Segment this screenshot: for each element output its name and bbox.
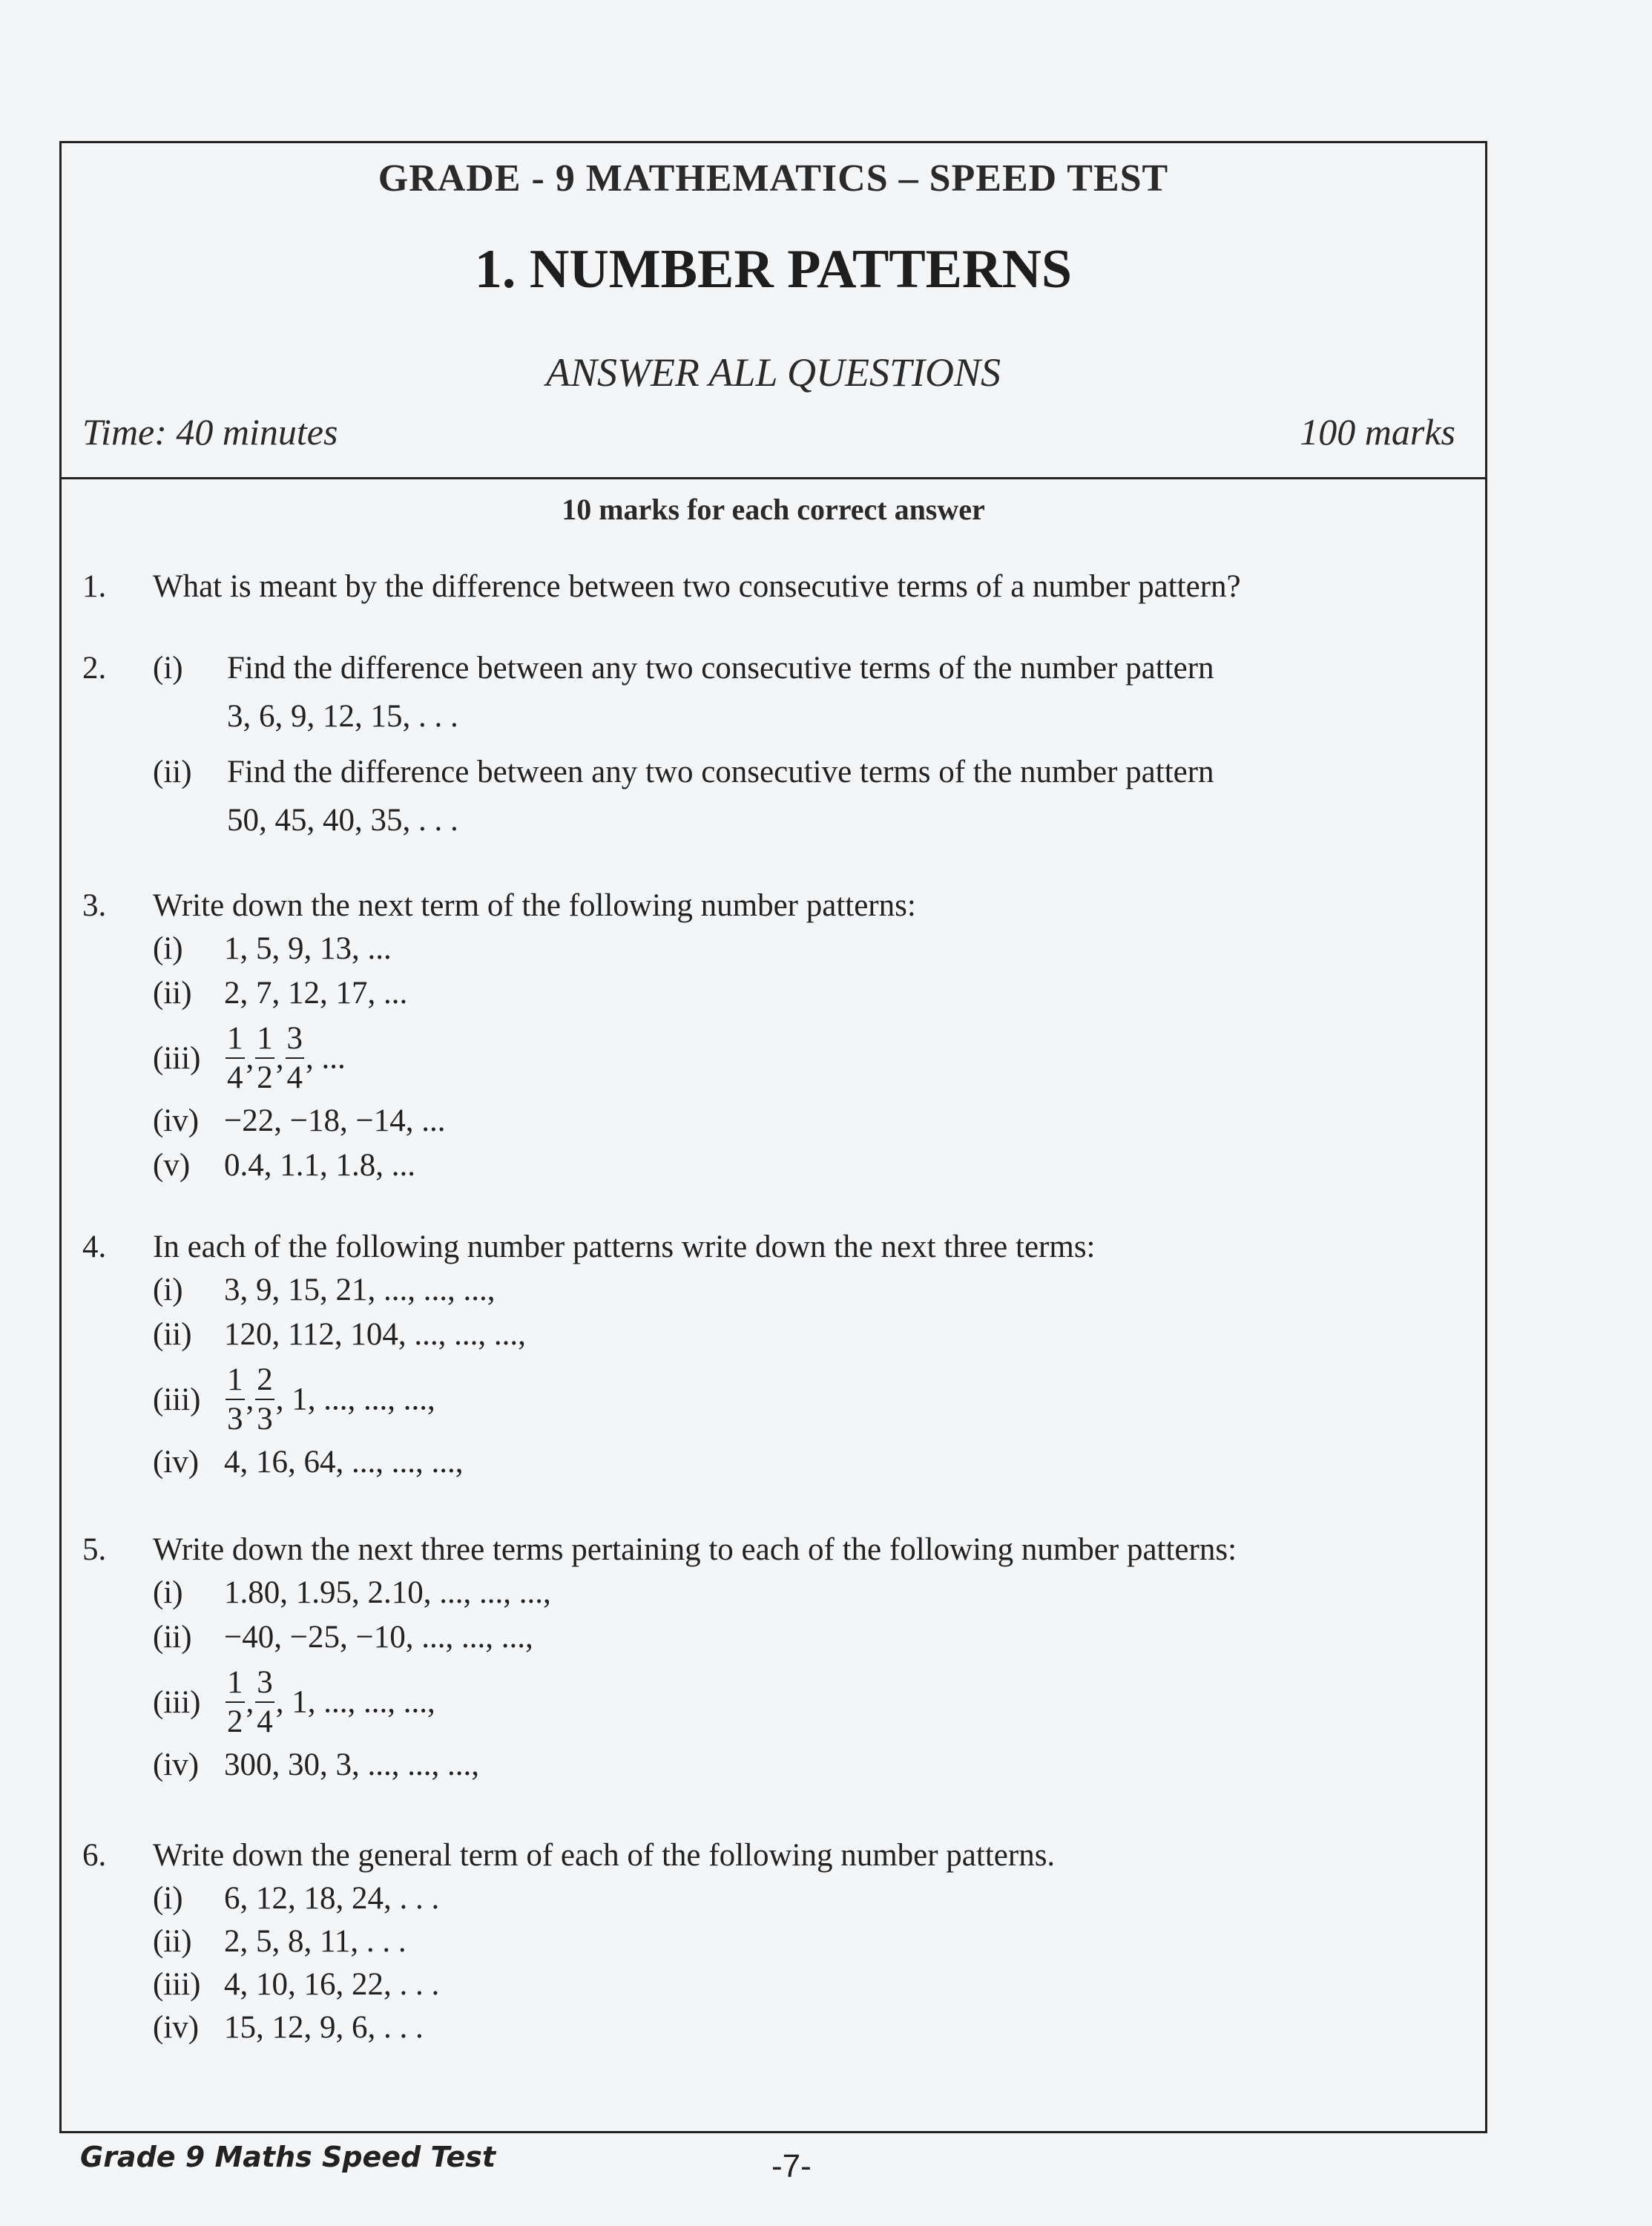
page-number: -7- — [771, 2148, 812, 2184]
question-number: 4. — [82, 1229, 107, 1264]
fraction — [255, 1667, 274, 1738]
question-paper — [59, 141, 1487, 2133]
sequence: −40, −25, −10, ..., ..., ..., — [224, 1620, 533, 1655]
sequence: 2, 7, 12, 17, ... — [224, 976, 408, 1011]
sequence-tail: ... — [321, 1040, 346, 1076]
part-label: (ii) — [153, 976, 192, 1011]
q2-i-sequence: 3, 6, 9, 12, 15, . . . — [227, 699, 458, 734]
sequence-tail: 1, ..., ..., ..., — [292, 1684, 435, 1720]
numerator: 1 — [257, 1021, 273, 1056]
q3-part-v — [153, 1145, 415, 1186]
sequence: 3, 9, 15, 21, ..., ..., ..., — [224, 1273, 496, 1307]
footer-title: Grade 9 Maths Speed Test — [80, 2141, 496, 2173]
denominator: 3 — [226, 1399, 245, 1435]
numerator: 1 — [227, 1362, 243, 1397]
fraction — [286, 1022, 305, 1094]
question-text: In each of the following number patterns write down the next three terms: — [153, 1229, 1096, 1264]
q2-part-ii — [153, 752, 1214, 793]
question-text: Write down the general term of each of the following number patterns. — [153, 1838, 1056, 1873]
sequence: 15, 12, 9, 6, . . . — [224, 2010, 424, 2045]
part-label: (ii) — [153, 755, 192, 789]
fraction — [255, 1022, 274, 1094]
sequence: 120, 112, 104, ..., ..., ..., — [224, 1317, 526, 1352]
part-text: Find the difference between any two consecutive terms of the number pattern — [227, 755, 1214, 789]
part-label: (iii) — [153, 1684, 201, 1720]
chapter-title: 1. NUMBER PATTERNS — [474, 239, 1073, 300]
q6-part-i — [153, 1878, 439, 1920]
q3-part-i — [153, 928, 392, 970]
numerator: 1 — [227, 1021, 243, 1056]
total-marks: 100 marks — [1300, 411, 1455, 453]
part-label: (i) — [153, 1575, 183, 1610]
part-label: (i) — [153, 1273, 183, 1307]
q5-part-ii — [153, 1617, 533, 1658]
denominator: 3 — [255, 1399, 274, 1435]
numerator: 3 — [257, 1665, 273, 1700]
fraction — [226, 1022, 245, 1094]
sequence: 4, 10, 16, 22, . . . — [224, 1967, 440, 2002]
sequence-tail: 1, ..., ..., ..., — [292, 1382, 435, 1417]
questions-area — [62, 477, 1485, 2135]
grade-line: GRADE - 9 MATHEMATICS – SPEED TEST — [378, 157, 1169, 200]
denominator: 2 — [226, 1701, 245, 1738]
sequence: 1.80, 1.95, 2.10, ..., ..., ..., — [224, 1575, 551, 1610]
q4-part-iii: (iii) $\frac{1}{3}$ , $\frac{2}{3}$ , 1, ..., ..., ..., — [153, 1362, 435, 1437]
q5-part-iii: (iii) $\frac{1}{2}$ , $\frac{3}{4}$ , 1, ..., ..., ..., — [153, 1665, 435, 1739]
part-label: (iv) — [153, 2010, 200, 2045]
part-label: (i) — [153, 651, 183, 686]
sequence: 4, 16, 64, ..., ..., ..., — [224, 1445, 464, 1480]
numerator: 2 — [257, 1362, 273, 1397]
time-allowed: Time: 40 minutes — [82, 411, 338, 453]
marks-note: 10 marks for each correct answer — [562, 493, 985, 526]
part-label: (i) — [153, 1881, 183, 1916]
sequence: 1, 5, 9, 13, ... — [224, 931, 392, 966]
instruction: ANSWER ALL QUESTIONS — [545, 350, 1001, 395]
part-label: (iii) — [153, 1967, 201, 2002]
q2-ii-sequence: 50, 45, 40, 35, . . . — [227, 803, 458, 838]
question-text: Write down the next three terms pertaining to each of the following number patterns: — [153, 1532, 1237, 1567]
q5-part-iv — [153, 1744, 479, 1786]
part-text: Find the difference between any two consecutive terms of the number pattern — [227, 651, 1214, 686]
paper-header — [62, 143, 1485, 479]
q2-part-i — [153, 648, 1214, 689]
q4-part-iv — [153, 1442, 464, 1483]
q5-part-i — [153, 1572, 551, 1614]
q3-part-iv — [153, 1100, 446, 1142]
question-number: 3. — [82, 888, 107, 923]
q4-part-i — [153, 1270, 496, 1311]
part-label: (iv) — [153, 1747, 200, 1782]
denominator: 4 — [226, 1057, 245, 1094]
denominator: 4 — [286, 1057, 305, 1094]
question-text: What is meant by the difference between two consecutive terms of a number pattern? — [153, 569, 1241, 604]
part-label: (i) — [153, 931, 183, 966]
sequence: 6, 12, 18, 24, . . . — [224, 1881, 440, 1916]
q3-part-iii: (iii) $\frac{1}{4}$ , $\frac{1}{2}$ , $\frac{3}{4}$ , ... — [153, 1021, 346, 1095]
fraction — [226, 1667, 245, 1738]
q6-part-iii — [153, 1964, 439, 2006]
sequence: 2, 5, 8, 11, . . . — [224, 1924, 407, 1959]
q6-part-ii — [153, 1921, 407, 1963]
q6-part-iv — [153, 2007, 424, 2049]
fraction — [226, 1364, 245, 1435]
q3-part-ii — [153, 973, 407, 1014]
question-number: 2. — [82, 651, 107, 686]
question-number: 6. — [82, 1838, 107, 1873]
question-number: 5. — [82, 1532, 107, 1567]
part-label: (iii) — [153, 1382, 201, 1417]
part-label: (iv) — [153, 1103, 200, 1138]
question-text: Write down the next term of the following number patterns: — [153, 888, 916, 923]
part-label: (ii) — [153, 1924, 192, 1959]
numerator: 1 — [227, 1665, 243, 1700]
part-label: (iv) — [153, 1445, 200, 1480]
fraction — [255, 1364, 274, 1435]
part-label: (ii) — [153, 1620, 192, 1655]
sequence: 300, 30, 3, ..., ..., ..., — [224, 1747, 479, 1782]
sequence: −22, −18, −14, ... — [224, 1103, 446, 1138]
denominator: 2 — [255, 1057, 274, 1094]
denominator: 4 — [255, 1701, 274, 1738]
part-label: (v) — [153, 1148, 191, 1183]
part-label: (ii) — [153, 1317, 192, 1352]
numerator: 3 — [286, 1021, 303, 1056]
part-label: (iii) — [153, 1040, 201, 1076]
question-number: 1. — [82, 569, 107, 604]
q4-part-ii — [153, 1314, 526, 1356]
sequence: 0.4, 1.1, 1.8, ... — [224, 1148, 415, 1183]
